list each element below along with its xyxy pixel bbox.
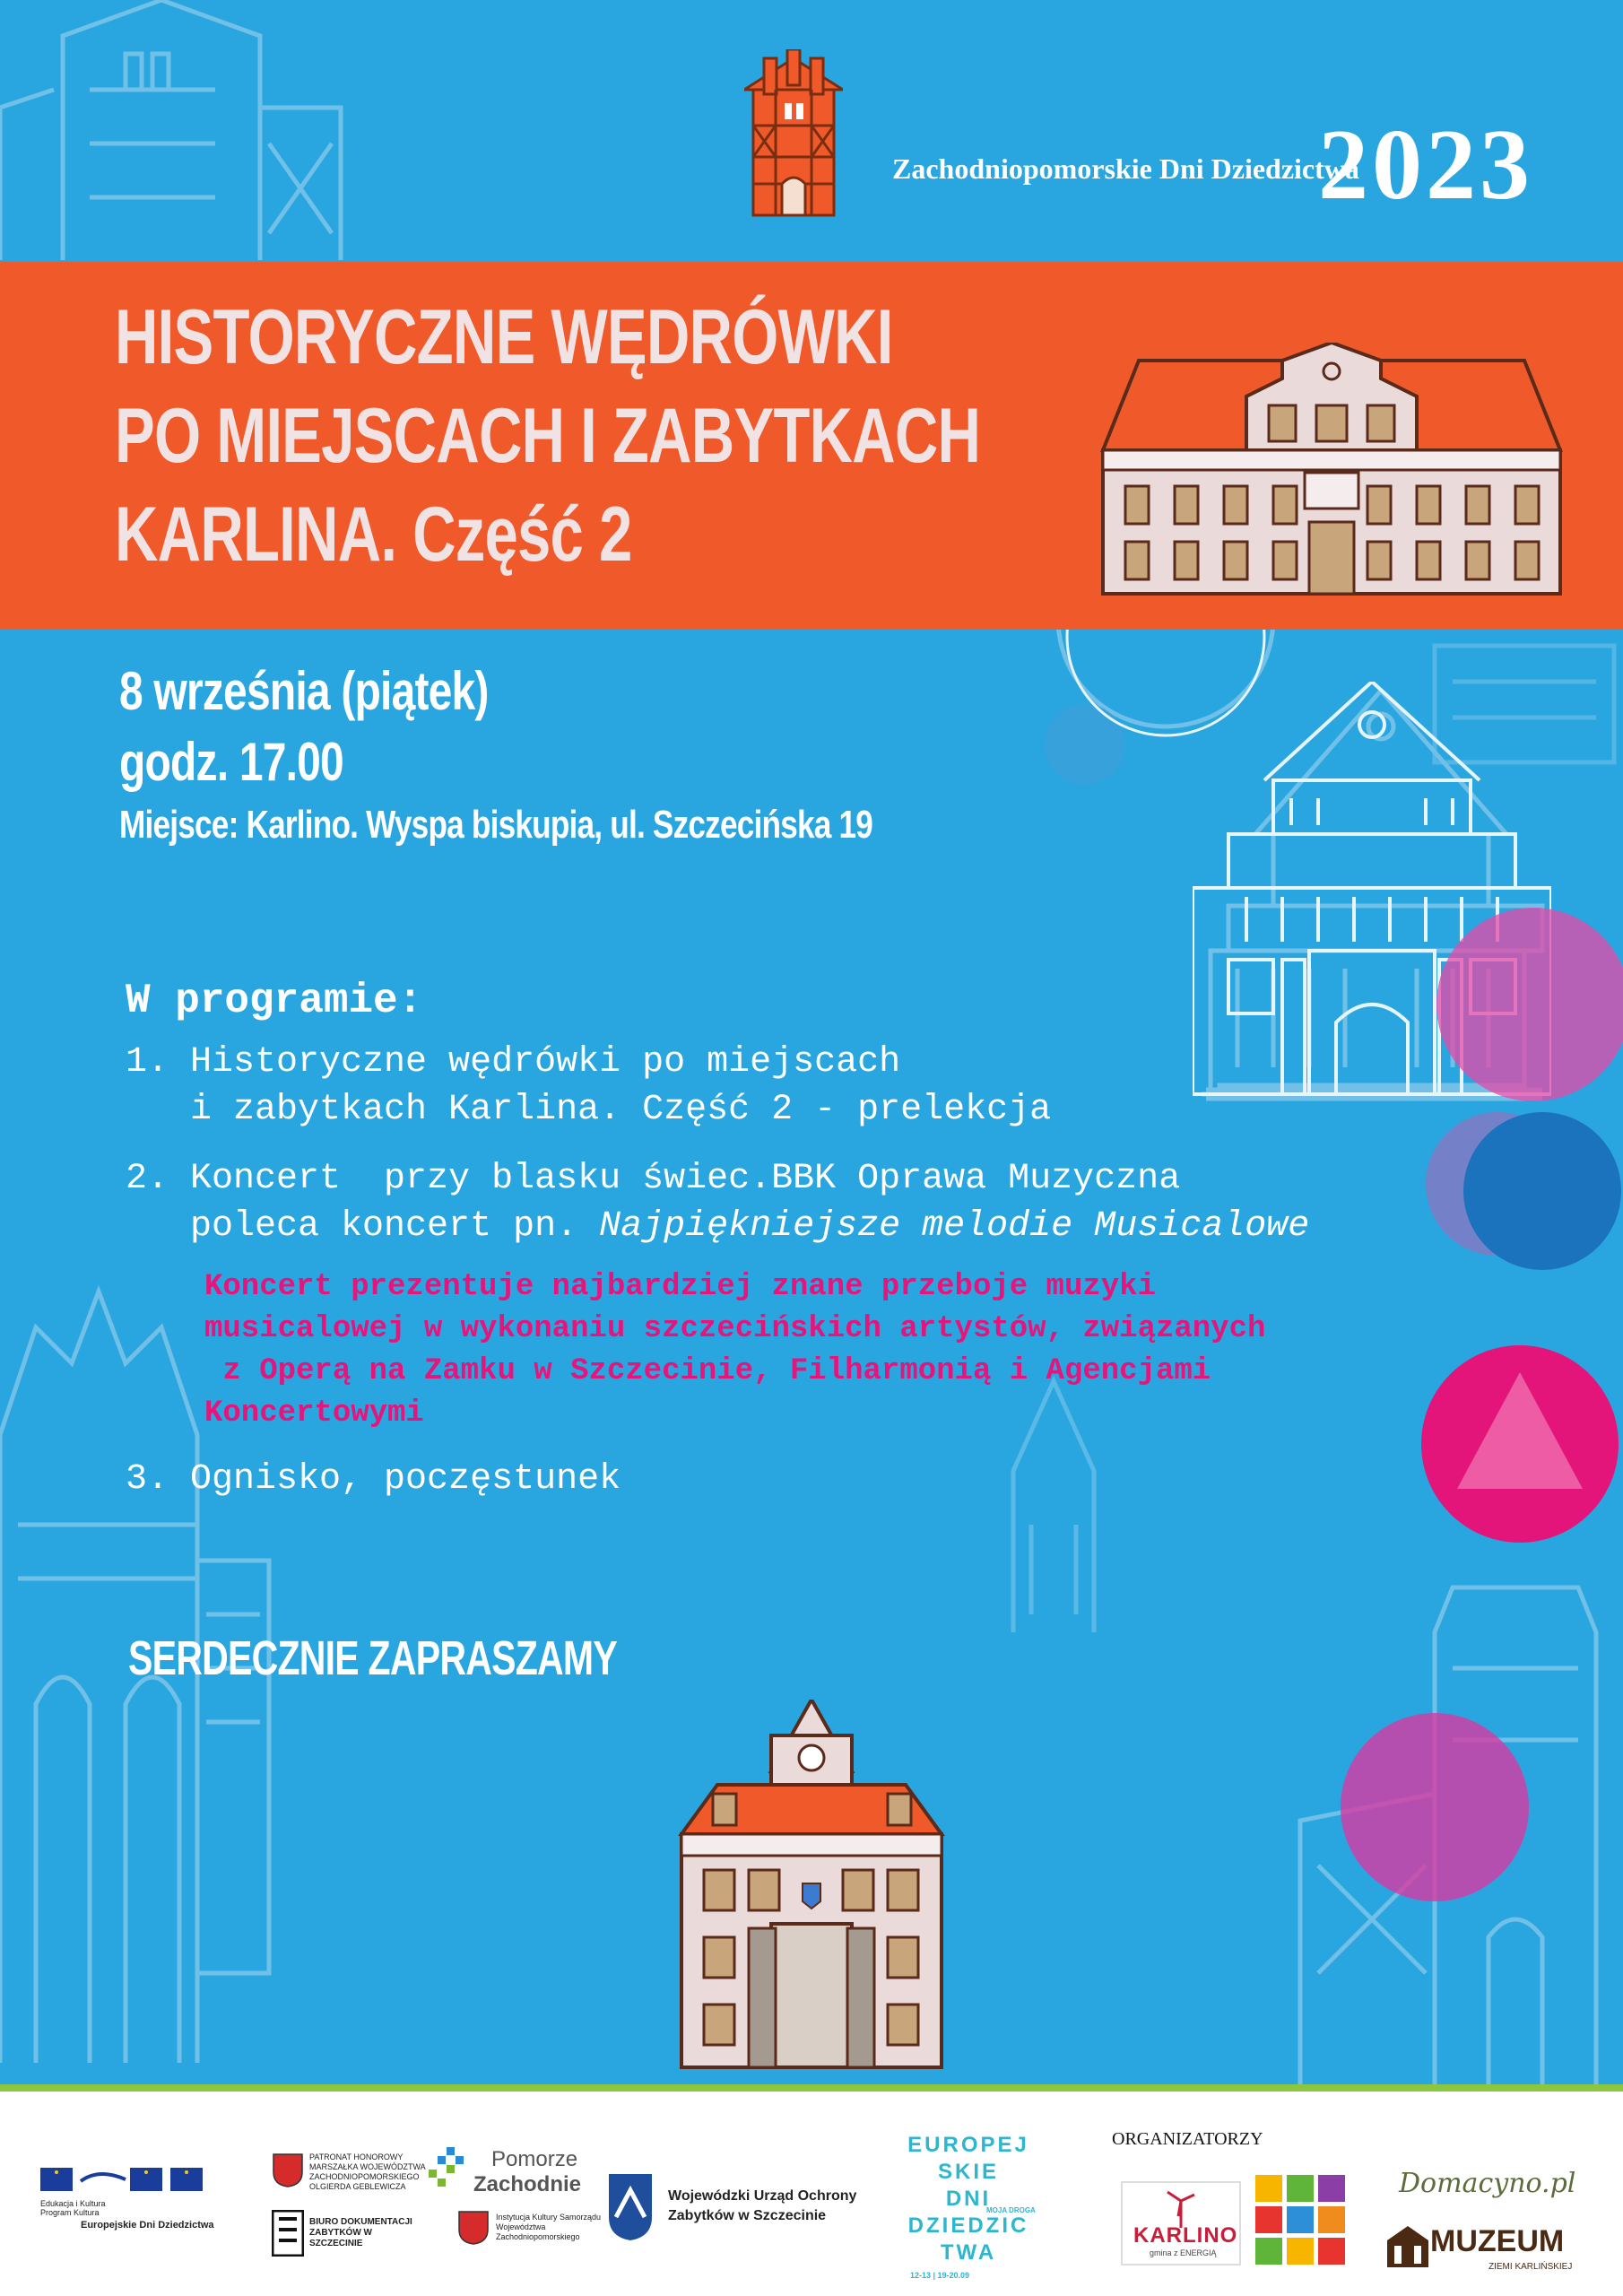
- karlino-sub: gmina z ENERGIĄ: [1150, 2248, 1217, 2257]
- title-line-1: HISTORYCZNE WĘDRÓWKI: [115, 294, 893, 380]
- edd-line-1: EUROPEJ: [907, 2133, 1029, 2157]
- title-line-2: PO MIEJSCACH I ZABYTKACH: [115, 393, 981, 479]
- muzeum-name: MUZEUM: [1430, 2224, 1565, 2258]
- program-item-1-line-2: i zabytkach Karlina. Część 2 - prelekcja: [126, 1090, 1052, 1130]
- eu-caption: Europejskie Dni Dziedzictwa: [81, 2220, 214, 2231]
- edd-logo: [892, 2132, 1045, 2266]
- wuoz-line-1: Wojewódzki Urząd Ochrony: [668, 2188, 857, 2204]
- eu-flags-icon: [40, 2163, 256, 2204]
- manor-house-illustration: [1094, 343, 1569, 603]
- event-time: godz. 17.00: [119, 732, 343, 792]
- festival-name: Zachodniopomorskie Dni Dziedzictwa: [892, 152, 1359, 185]
- coat-of-arms-icon: [272, 2152, 304, 2188]
- program-item-2-prefix: poleca koncert pn.: [126, 1206, 600, 1247]
- concert-desc-line-4: Koncertowymi: [204, 1396, 424, 1431]
- wuoz-shield-icon: [607, 2172, 654, 2242]
- biuro-text: BIURO DOKUMENTACJI ZABYTKÓW W SZCZECINIE: [309, 2217, 412, 2248]
- bdz-logo-icon: [272, 2210, 304, 2257]
- pomorze-line-1: Pomorze: [491, 2147, 578, 2171]
- pomorze-logo-icon: [429, 2147, 478, 2196]
- karlino-logo: [1121, 2181, 1241, 2266]
- edd-line-3: DNI: [945, 2187, 992, 2211]
- edd-line-4: DZIEDZIC: [907, 2213, 1029, 2238]
- program-heading: W programie:: [126, 978, 423, 1024]
- region-arms-icon: [457, 2210, 490, 2246]
- program-item-2-line-1: 2. Koncert przy blasku świec.BBK Oprawa Muzyczna: [126, 1159, 1181, 1199]
- wuoz-line-2: Zabytków w Szczecinie: [668, 2208, 827, 2223]
- wind-turbine-icon: [1159, 2187, 1203, 2228]
- edd-line-5: TWA: [940, 2240, 997, 2265]
- tower-logo: [744, 49, 843, 220]
- edd-motto: MOJA DROGA: [986, 2206, 1036, 2214]
- program-item-2-title: Najpiękniejsze melodie Musicalowe: [599, 1206, 1310, 1247]
- concert-desc-line-2: musicalowej w wykonaniu szczecińskich artystów, związanych: [204, 1312, 1266, 1346]
- festival-year: 2023: [1318, 109, 1533, 221]
- event-place: Miejsce: Karlino. Wyspa biskupia, ul. Szczecińska 19: [119, 803, 873, 847]
- town-hall-illustration: [664, 1700, 959, 2076]
- karlino-name: KARLINO: [1133, 2223, 1238, 2248]
- program-item-3: 3. Ognisko, poczęstunek: [126, 1459, 621, 1500]
- pomorze-line-2: Zachodnie: [473, 2172, 582, 2196]
- title-line-3: KARLINA. Część 2: [115, 491, 632, 578]
- patron-text: PATRONAT HONOROWY MARSZAŁKA WOJEWÓDZTWA ZACHODNIOPOMORSKIEGO OLGIERDA GEBLEWICZA: [309, 2152, 426, 2191]
- edd-dates: 12-13 | 19-20.09: [910, 2271, 970, 2280]
- title-banner: [0, 262, 1623, 630]
- event-date: 8 września (piątek): [119, 661, 489, 721]
- museum-building-icon: [1385, 2224, 1430, 2269]
- program-item-2-line-2: [126, 1200, 1309, 1254]
- program-item-1-line-1: 1. Historyczne wędrówki po miejscach: [126, 1042, 901, 1083]
- muzeum-sub: ZIEMI KARLIŃSKIEJ: [1488, 2262, 1573, 2272]
- organizers-label: ORGANIZATORZY: [1112, 2129, 1263, 2149]
- eu-small-text: Edukacja i Kultura Program Kultura: [40, 2199, 106, 2217]
- concert-desc-line-3: z Operą na Zamku w Szczecinie, Filharmonią i Agencjami: [204, 1354, 1211, 1388]
- concert-desc-line-1: Koncert prezentuje najbardziej znane przeboje muzyki: [204, 1270, 1156, 1304]
- edd-line-2: SKIE: [937, 2160, 999, 2184]
- invitation-text: SERDECZNIE ZAPRASZAMY: [128, 1631, 617, 1685]
- domacyno-logo: Domacyno.pl: [1399, 2168, 1576, 2199]
- culture-house-logo-icon: [1251, 2170, 1350, 2269]
- sponsors-footer: [0, 2092, 1623, 2296]
- instytucja-text: Instytucja Kultury Samorządu Województwa Zachodniopomorskiego: [496, 2213, 602, 2241]
